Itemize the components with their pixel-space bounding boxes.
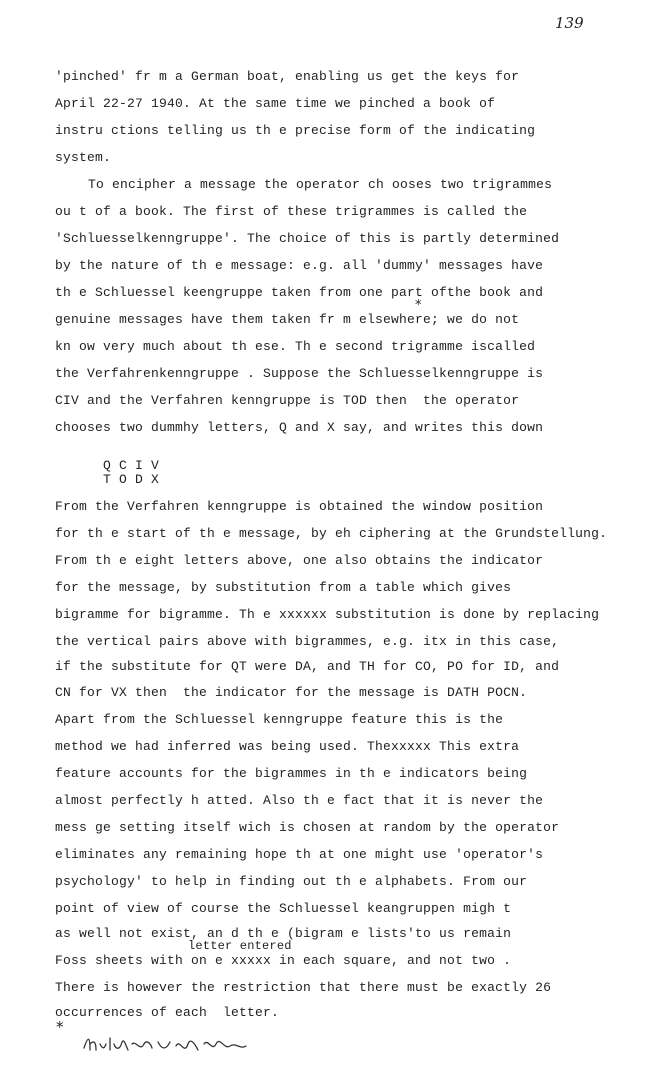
text-line-1: 'pinched' fr m a German boat, enabling us get the keys for [55, 69, 520, 84]
letter-block-row-2: T O D X [103, 472, 160, 487]
text-line-8: by the nature of th e message: e.g. all 'dummy' messages have [55, 258, 544, 273]
text-line-15: From the Verfahren kenngruppe is obtained the window position [55, 499, 544, 514]
text-line-9: th e Schluessel keengruppe taken from one part ofthe book and [55, 285, 544, 300]
text-line-24: method we had inferred was being used. Thexxxxx This extra [55, 739, 520, 754]
text-line-5: To encipher a message the operator ch ooses two trigrammes [88, 177, 553, 192]
text-line-20: the vertical pairs above with bigrammes, e.g. itx in this case, [55, 634, 560, 649]
text-line-16: for th e start of th e message, by eh ciphering at the Grundstellung. [55, 526, 608, 541]
text-line-21: if the substitute for QT were DA, and TH for CO, PO for ID, and [55, 659, 560, 674]
footnote-asterisk: * [56, 1018, 64, 1036]
text-line-23: Apart from the Schluessel kenngruppe feature this is the [55, 712, 504, 727]
text-line-18: for the message, by substitution from a table which gives [55, 580, 512, 595]
page-number: 139 [555, 14, 584, 32]
text-line-2: April 22-27 1940. At the same time we pinched a book of [55, 96, 496, 111]
text-line-28: eliminates any remaining hope th at one might use 'operator's [55, 847, 544, 862]
interlinear-insertion: letter entered [188, 939, 292, 953]
text-line-26: almost perfectly h atted. Also th e fact that it is never the [55, 793, 544, 808]
text-line-4: system. [55, 150, 112, 165]
text-line-30: point of view of course the Schluessel keangruppen migh t [55, 901, 512, 916]
text-line-25: feature accounts for the bigrammes in th e indicators being [55, 766, 528, 781]
text-line-27: mess ge setting itself wich is chosen at random by the operator [55, 820, 560, 835]
text-line-22: CN for VX then the indicator for the message is DATH POCN. [55, 685, 528, 700]
text-line-32: Foss sheets with on e xxxxx in each square, and not two . [55, 953, 512, 968]
text-line-10: genuine messages have them taken fr m elsewhere; we do not [55, 312, 520, 327]
text-line-13: CIV and the Verfahren kenngruppe is TOD then the operator [55, 393, 520, 408]
text-line-34: occurrences of each letter. [55, 1005, 280, 1020]
insertion-asterisk: * [415, 298, 422, 313]
text-line-33: There is however the restriction that there must be exactly 26 [55, 980, 552, 995]
handwritten-footnote [80, 1030, 260, 1060]
text-line-19: bigramme for bigramme. Th e xxxxxx substitution is done by replacing [55, 607, 600, 622]
text-line-31: as well not exist, an d th e (bigram e lists'to us remain [55, 926, 512, 941]
text-line-17: From th e eight letters above, one also obtains the indicator [55, 553, 544, 568]
text-line-29: psychology' to help in finding out th e alphabets. From our [55, 874, 528, 889]
text-line-6: ou t of a book. The first of these trigrammes is called the [55, 204, 528, 219]
letter-block-row-1: Q C I V [103, 458, 160, 473]
text-line-12: the Verfahrenkenngruppe . Suppose the Schluesselkenngruppe is [55, 366, 544, 381]
text-line-14: chooses two dummhy letters, Q and X say, and writes this down [55, 420, 544, 435]
text-line-11: kn ow very much about th ese. Th e second trigramme iscalled [55, 339, 536, 354]
text-line-7: 'Schluesselkenngruppe'. The choice of this is partly determined [55, 231, 560, 246]
text-line-3: instru ctions telling us th e precise form of the indicating [55, 123, 536, 138]
